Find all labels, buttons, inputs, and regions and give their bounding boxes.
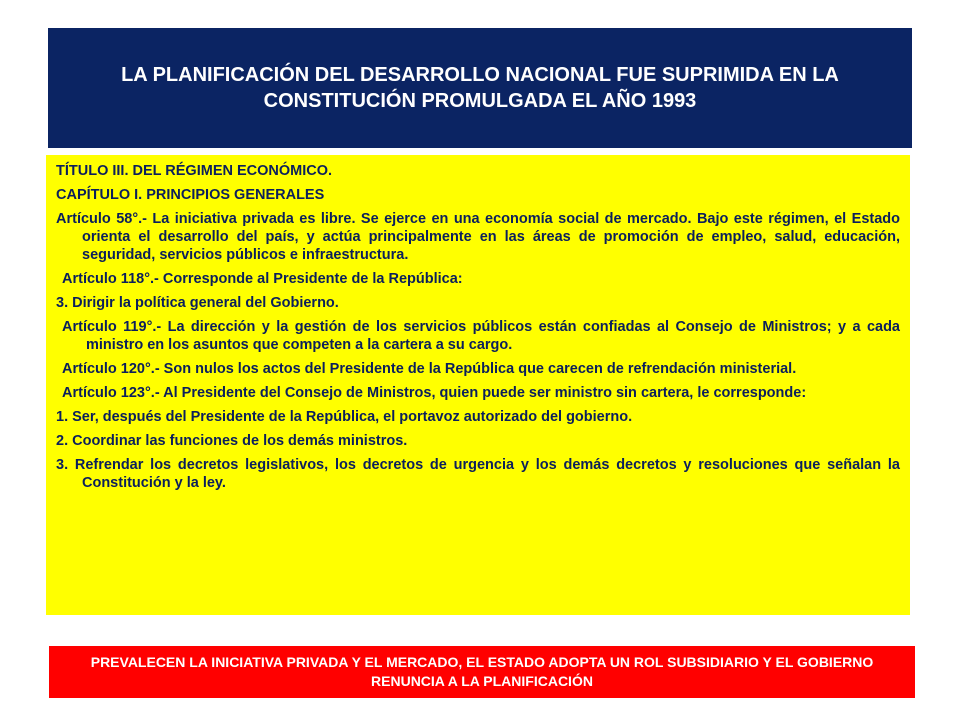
conclusion-text: PREVALECEN LA INICIATIVA PRIVADA Y EL MERCADO, EL ESTADO ADOPTA UN ROL SUBSIDIARIO Y EL GOBIERNO RENUNCIA A LA PLANIFICACIÓN bbox=[90, 654, 874, 689]
article-118-item-3: 3. Dirigir la política general del Gobierno. bbox=[56, 295, 339, 311]
article-58: Artículo 58°.- La iniciativa privada es libre. Se ejerce en una economía social de mercado. Bajo este régimen, el Estado orienta el desarrollo del país, y actúa principalmente en las áreas de promoción de empleo, salud, educación, seguridad, servicios públicos e infraestructura. bbox=[56, 211, 900, 263]
slide-title: LA PLANIFICACIÓN DEL DESARROLLO NACIONAL FUE SUPRIMIDA EN LA CONSTITUCIÓN PROMULGADA EL AÑO 1993 bbox=[121, 64, 839, 112]
article-118: Artículo 118°.- Corresponde al Presidente de la República: bbox=[62, 271, 463, 287]
article-123-item-3: 3. Refrendar los decretos legislativos, los decretos de urgencia y los demás decretos y resoluciones que señalan la Constitución y la ley. bbox=[56, 457, 900, 491]
article-119: Artículo 119°.- La dirección y la gestión de los servicios públicos están confiadas al Consejo de Ministros; y a cada ministro en los asuntos que competen a la cartera a su cargo. bbox=[62, 319, 900, 353]
article-123-item-1: 1. Ser, después del Presidente de la República, el portavoz autorizado del gobierno. bbox=[56, 409, 633, 425]
title-banner bbox=[48, 28, 912, 148]
article-120: Artículo 120°.- Son nulos los actos del Presidente de la República que carecen de refrendación ministerial. bbox=[62, 361, 797, 377]
article-123: Artículo 123°.- Al Presidente del Consejo de Ministros, quien puede ser ministro sin cartera, le corresponde: bbox=[62, 385, 807, 401]
article-123-item-2: 2. Coordinar las funciones de los demás ministros. bbox=[56, 433, 408, 449]
constitution-excerpt-panel bbox=[46, 155, 910, 615]
conclusion-banner bbox=[49, 646, 915, 698]
chapter-heading: CAPÍTULO I. PRINCIPIOS GENERALES bbox=[56, 187, 325, 203]
title-heading: TÍTULO III. DEL RÉGIMEN ECONÓMICO. bbox=[56, 163, 333, 179]
